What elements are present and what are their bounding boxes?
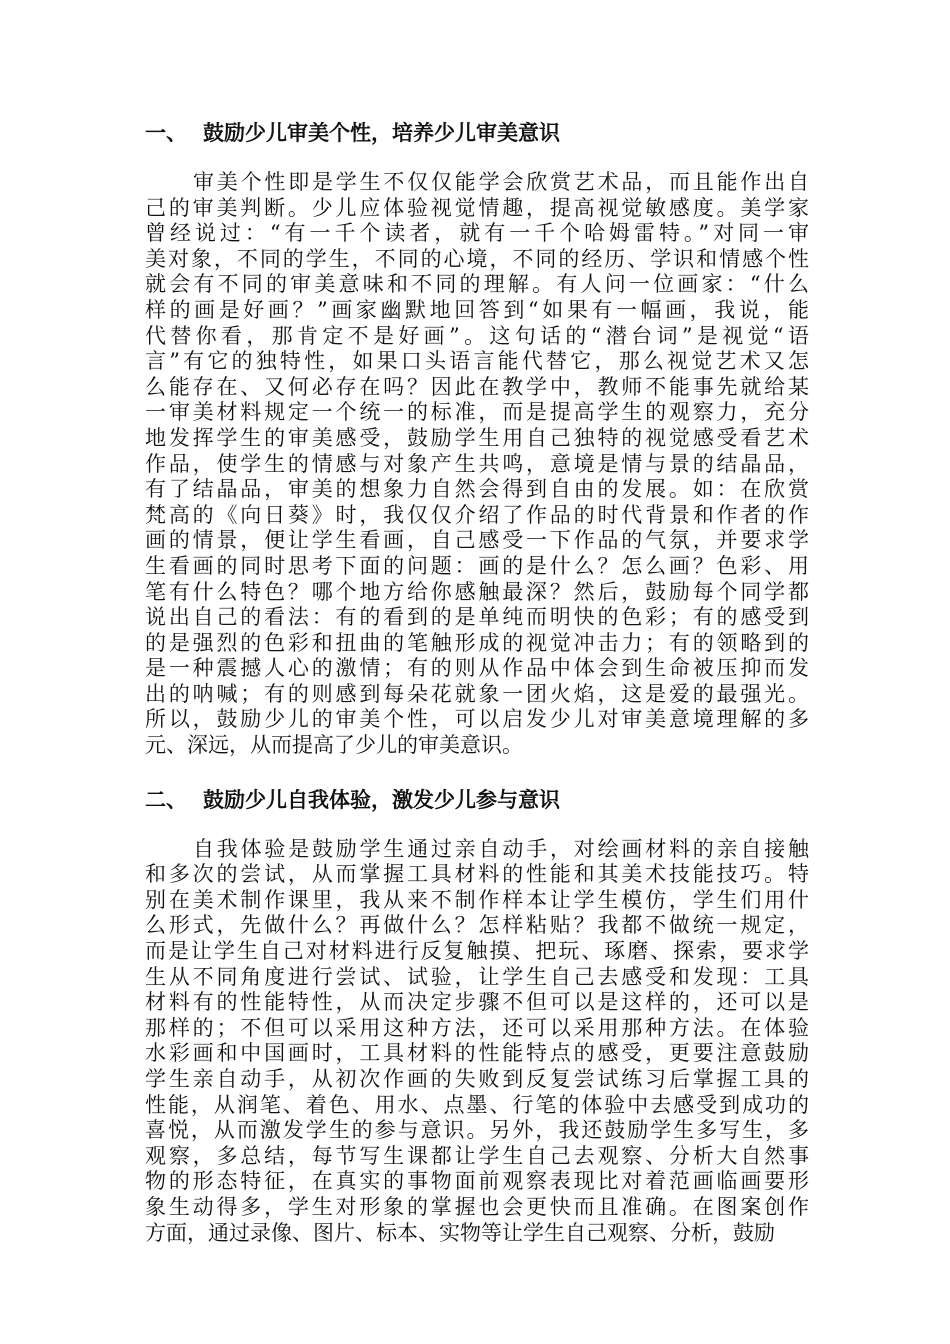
paragraph-line: 那样的；不但可以采用这种方法，还可以采用那种方法。在体验 — [145, 1015, 809, 1040]
paragraph-line: 水彩画和中国画时，工具材料的性能特点的感受，更要注意鼓励 — [145, 1041, 809, 1066]
paragraph-line: 观察，多总结，每节写生课都让学生自己去观察、分析大自然事 — [145, 1143, 809, 1168]
section-1-paragraph — [145, 170, 809, 759]
paragraph-line: 作品，使学生的情感与对象产生共鸣，意境是情与景的结晶品， — [145, 451, 809, 476]
paragraph-line: 象生动得多，学生对形象的掌握也会更快而且准确。在图案创作 — [145, 1194, 809, 1219]
paragraph-line: 有了结晶品，审美的想象力自然会得到自由的发展。如：在欣赏 — [145, 477, 809, 502]
document-page — [145, 118, 809, 1246]
paragraph-line: 自我体验是鼓励学生通过亲自动手，对绘画材料的亲自接触 — [193, 836, 809, 861]
paragraph-line: 生看画的同时思考下面的问题：画的是什么？怎么画？色彩、用 — [145, 553, 809, 578]
paragraph-line: 物的形态特征，在真实的事物面前观察表现比对着范画临画要形 — [145, 1169, 809, 1194]
paragraph-line: 画的情景，便让学生看画，自己感受一下作品的气氛，并要求学 — [145, 528, 809, 553]
paragraph-line: 是一种震撼人心的激情；有的则从作品中体会到生命被压抑而发 — [145, 656, 809, 681]
paragraph-line: 一审美材料规定一个统一的标准，而是提高学生的观察力，充分 — [145, 400, 809, 425]
paragraph-line: 就会有不同的审美意味和不同的理解。有人问一位画家：“什么 — [145, 272, 809, 297]
paragraph-line: 梵高的《向日葵》时，我仅仅介绍了作品的时代背景和作者的作 — [145, 502, 809, 527]
paragraph-line: 所以，鼓励少儿的审美个性，可以启发少儿对审美意境理解的多 — [145, 707, 809, 732]
paragraph-line: 喜悦，从而激发学生的参与意识。另外，我还鼓励学生多写生，多 — [145, 1118, 809, 1143]
paragraph-line: 和多次的尝试，从而掌握工具材料的性能和其美术技能技巧。特 — [145, 862, 809, 887]
paragraph-line: 样的画是好画？”画家幽默地回答到“如果有一幅画，我说，能 — [145, 297, 809, 322]
paragraph-line: 的是强烈的色彩和扭曲的笔触形成的视觉冲击力；有的领略到的 — [145, 630, 809, 655]
paragraph-line: 审美个性即是学生不仅仅能学会欣赏艺术品，而且能作出自 — [193, 170, 809, 194]
section-2-paragraph — [145, 837, 809, 1247]
paragraph-line: 生从不同角度进行尝试、试验，让学生自己去感受和发现：工具 — [145, 964, 809, 989]
paragraph-line: 曾经说过：“有一千个读者，就有一千个哈姆雷特。”对同一审 — [145, 221, 809, 246]
paragraph-line: 方面，通过录像、图片、标本、实物等让学生自己观察、分析，鼓励 — [145, 1220, 775, 1245]
paragraph-line: 材料有的性能特性，从而决定步骤不但可以是这样的，还可以是 — [145, 990, 809, 1015]
paragraph-line: 说出自己的看法：有的看到的是单纯而明快的色彩；有的感受到 — [145, 605, 809, 630]
paragraph-line: 言”有它的独特性，如果口头语言能代替它，那么视觉艺术又怎 — [145, 349, 809, 374]
paragraph-line: 代替你看，那肯定不是好画”。这句话的“潜台词”是视觉“语 — [145, 323, 809, 348]
section-1-number: 一、 — [145, 120, 187, 145]
paragraph-line: 学生亲自动手，从初次作画的失败到反复尝试练习后掌握工具的 — [145, 1067, 809, 1091]
paragraph-line: 出的呐喊；有的则感到每朵花就象一团火焰，这是爱的最强光。 — [145, 681, 809, 706]
section-1-heading — [145, 118, 809, 148]
paragraph-line: 而是让学生自己对材料进行反复触摸、把玩、琢磨、探索，要求学 — [145, 939, 809, 964]
paragraph-line: 么能存在、又何必存在吗？因此在教学中，教师不能事先就给某 — [145, 374, 809, 399]
section-2-number: 二、 — [145, 786, 187, 812]
paragraph-line: 性能，从润笔、着色、用水、点墨、行笔的体验中去感受到成功的 — [145, 1092, 809, 1117]
section-2-title: 鼓励少儿自我体验，激发少儿参与意识 — [203, 786, 560, 812]
paragraph-line: 别在美术制作课里，我从来不制作样本让学生模仿，学生们用什 — [145, 887, 809, 912]
paragraph-line: 么形式，先做什么？再做什么？怎样粘贴？我都不做统一规定， — [145, 913, 809, 938]
section-2-heading — [145, 785, 809, 815]
paragraph-line: 己的审美判断。少儿应体验视觉情趣，提高视觉敏感度。美学家 — [145, 195, 809, 220]
section-1-title: 鼓励少儿审美个性，培养少儿审美意识 — [203, 120, 560, 145]
paragraph-line: 美对象，不同的学生，不同的心境，不同的经历、学识和情感个性 — [145, 246, 809, 271]
paragraph-line: 元、深远，从而提高了少儿的审美意识。 — [145, 733, 523, 758]
paragraph-line: 地发挥学生的审美感受，鼓励学生用自己独特的视觉感受看艺术 — [145, 425, 809, 450]
paragraph-line: 笔有什么特色？哪个地方给你感触最深？然后，鼓励每个同学都 — [145, 579, 809, 604]
